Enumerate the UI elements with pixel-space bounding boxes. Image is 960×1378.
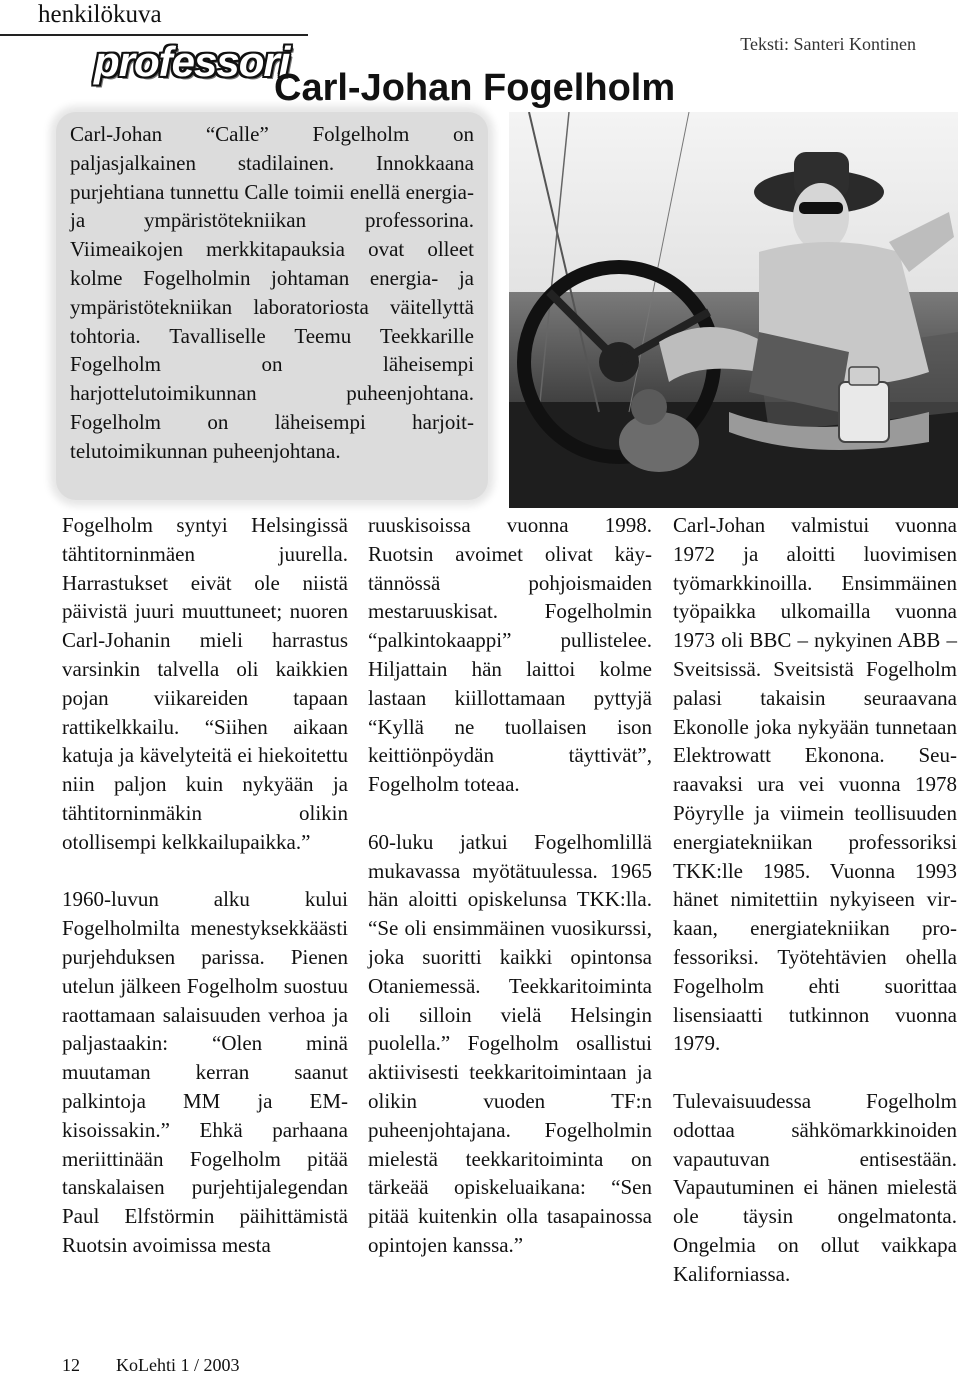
body-column-3 bbox=[673, 511, 957, 1289]
section-divider bbox=[0, 34, 308, 36]
body-paragraph: 1960-luvun alku kului Fogelholmilta menestyksekkäästi purjehduksen parissa. Pienen utelun jälkeen Fogelholm suostuu raottamaan salaisuuden verhoa ja paljastaakin: “Olen minä muutaman kerran saanut palkintoja MM ja EM-kisoissakin.” Ehkä parhaana meriittinään Fogelholm pitää tanskalaisen purjehtijalegendan Paul Elfstörmin päihittämistä Ruotsin avoimissa mesta bbox=[62, 887, 348, 1257]
body-column-2 bbox=[368, 511, 652, 1260]
publication-name: KoLehti 1 / 2003 bbox=[116, 1355, 240, 1375]
body-paragraph: Fogelholm syntyi Helsingissä tähtitorninmäen juurella. Harrastukset eivät ole niistä päivistä juuri muuttuneet; nuoren Carl-Johanin mieli harrastus varsinkin talvella oli kaikkien pojan viikareiden tapaan rattikelkkailu. “Siihen aikaan katuja ja kävelyteitä ei hiekoitettu niin paljon kuin nykyään ja tähtitorninmäkin olikin otollisempi kelkkailupaikka.” bbox=[62, 513, 348, 854]
lead-paragraph: Carl-Johan “Calle” Folgelholm on paljasjalkainen stadilainen. Innokkaana purjehtiana tunnettu Calle toimii enellä energia- ja ympäristötekniikan professorina. Viimeaikojen merkkitapauksia ovat olleet kolme Fogelholmin johtaman energia- ja ympäristötekniikan laboratoriosta väitellyttä tohtoria. Tavalliselle Teemu Teekkarille Fogelholm on läheisempi harjottelutoimikunnan puheenjohtana. Fogelholm on läheisempi harjoittelutoimikunnan puheenjohtana. bbox=[70, 122, 474, 463]
body-paragraph: Tulevaisuudessa Fogelholm odottaa sähkömarkkinoiden vapautuvan entisestään. Vapautuminen ei hänen mielestä ole täysin ongelmatonta. Ongelmia on ollut vaikkapa Kaliforniassa. bbox=[673, 1088, 957, 1286]
body-paragraph: 60-luku jatkui Fogelhomlillä mukavassa myötätuulessa. 1965 hän aloitti opiskelunsa TKK:lla. “Se oli ensimmäinen vuosikurssi, joka suoritti kaikki opintonsa Otaniemessä. Teekkaritoiminta oli silloin vielä Helsingin puolella.” Fogelholm osallistui aktiivisesti teekkaritoimintaan ja olikin vuoden TF:n puheenjohtajana. Fogelholmin mielestä teekkaritoiminta on tärkeää opiskeluaikana: “Sen pitää kuitenkin olla tasapainossa opintojen kanssa.” bbox=[368, 829, 652, 1257]
article-headline: Carl-Johan Fogelholm bbox=[274, 67, 676, 109]
kicker-logo: professori bbox=[94, 38, 290, 85]
section-label: henkilökuva bbox=[38, 1, 162, 28]
byline: Teksti: Santeri Kontinen bbox=[740, 34, 916, 54]
page-number: 12 bbox=[62, 1355, 80, 1375]
page-footer bbox=[62, 1354, 240, 1376]
body-column-1 bbox=[62, 511, 348, 1260]
body-paragraph: ruuskisoissa vuonna 1998. Ruotsin avoimet olivat käytännössä pohjoismaiden mestaruuskisat. Fogelholmin “palkintokaappi” pullistelee. Hiljattain hän laittoi kolme lastaan kiillottamaan pyttyjä “Kyllä ne tuollaisen ison keittiönpöydän täyttivät”, Fogelholm toteaa. bbox=[368, 513, 652, 797]
body-paragraph: Carl-Johan valmistui vuonna 1972 ja aloitti luovimisen työmarkkinoilla. Ensimmäinen työpaikka ulkomailla vuonna 1973 oli BBC – nykyinen ABB – Sveitsissä. Sveitsistä Fogelholm palasi takaisin seuraavana Ekonolle joka nykyään tunnetaan Elektrowatt Ekonona. Seuraavaksi ura vei vuonna 1978 Pöyrylle ja viimein teollisuuden energiatekniikan professoriksi TKK:lle 1985. Vuonna 1993 hänet nimitettiin nykyiseen virkaan, energiatekniikan professoriksi. Työtehtävien ohella Fogelholm ehti suorittaa lisensiaatti tutkinnon vuonna 1979. bbox=[673, 513, 957, 1056]
portrait-photo bbox=[509, 112, 958, 508]
